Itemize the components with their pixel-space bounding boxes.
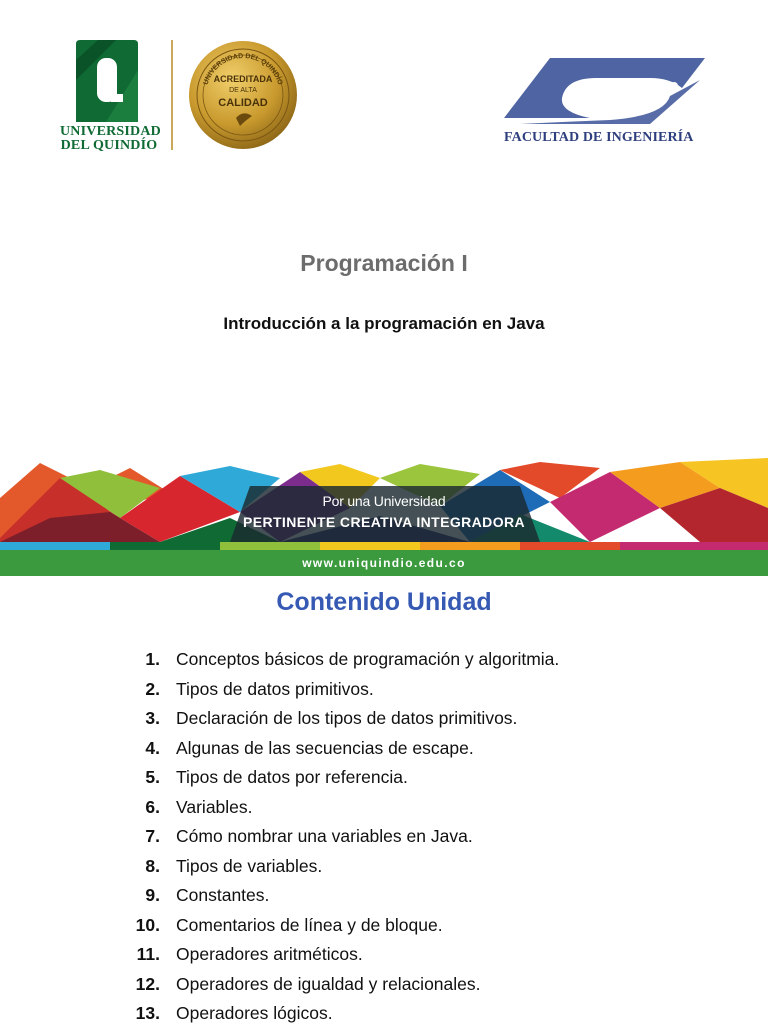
list-item-text: Algunas de las secuencias de escape. xyxy=(176,737,474,758)
page-title: Programación I xyxy=(300,250,468,276)
list-item xyxy=(120,822,740,852)
list-item xyxy=(120,734,740,764)
list-item-number: 12. xyxy=(135,973,160,994)
faculty-logo xyxy=(500,56,715,151)
university-emblem-icon xyxy=(76,40,138,122)
list-item-text: Tipos de datos por referencia. xyxy=(176,767,408,788)
section-heading: Contenido Unidad xyxy=(276,588,492,616)
list-item-text: Tipos de datos primitivos. xyxy=(176,678,374,699)
list-item-number: 4. xyxy=(145,737,160,758)
list-item xyxy=(120,999,740,1029)
list-item xyxy=(120,763,740,793)
list-item xyxy=(120,970,740,1000)
list-item-number: 6. xyxy=(145,796,160,817)
list-item-text: Cómo nombrar una variables en Java. xyxy=(176,826,473,847)
list-item-number: 7. xyxy=(145,826,160,847)
list-item-number: 5. xyxy=(145,767,160,788)
list-item-text: Comentarios de línea y de bloque. xyxy=(176,914,443,935)
list-item xyxy=(120,793,740,823)
list-item-number: 2. xyxy=(145,678,160,699)
list-item-text: Declaración de los tipos de datos primitivos. xyxy=(176,708,518,729)
list-item xyxy=(120,704,740,734)
list-item-number: 9. xyxy=(145,885,160,906)
logo-divider xyxy=(171,40,173,150)
list-item-number: 8. xyxy=(145,855,160,876)
list-item-text: Tipos de variables. xyxy=(176,855,323,876)
seal-level-text: DE ALTA xyxy=(229,87,257,94)
list-item-text: Conceptos básicos de programación y algoritmia. xyxy=(176,649,560,670)
list-item-number: 3. xyxy=(145,708,160,729)
seal-quality-text: CALIDAD xyxy=(218,97,268,109)
list-item-number: 11. xyxy=(136,944,160,965)
seal-accreditation-text: ACREDITADA xyxy=(213,74,273,84)
banner-slogan-line2: PERTINENTE CREATIVA INTEGRADORA xyxy=(242,514,526,530)
banner-slogan-line1: Por una Universidad xyxy=(322,493,446,509)
list-item xyxy=(120,911,740,941)
list-item xyxy=(120,852,740,882)
list-item xyxy=(120,940,740,970)
list-item xyxy=(120,675,740,705)
contents-list xyxy=(120,645,740,1029)
list-item xyxy=(120,881,740,911)
page-subtitle: Introducción a la programación en Java xyxy=(223,314,545,333)
accreditation-seal-icon xyxy=(188,40,298,150)
university-logo xyxy=(60,40,161,153)
university-name-line2: DEL QUINDÍO xyxy=(60,138,158,153)
banner-url: www.uniquindio.edu.co xyxy=(302,556,466,570)
list-item-number: 13. xyxy=(135,1003,160,1024)
list-item xyxy=(120,645,740,675)
faculty-name: FACULTAD DE INGENIERÍA xyxy=(504,130,694,145)
faculty-emblem-icon xyxy=(500,56,710,126)
list-item-text: Variables. xyxy=(176,796,253,817)
list-item-number: 1. xyxy=(145,649,160,670)
list-item-text: Constantes. xyxy=(176,885,270,906)
list-item-text: Operadores aritméticos. xyxy=(176,944,363,965)
university-name-line1: UNIVERSIDAD xyxy=(60,124,161,139)
seal-arc-text: UNIVERSIDAD DEL QUINDÍO xyxy=(202,52,284,86)
list-item-text: Operadores de igualdad y relacionales. xyxy=(176,973,481,994)
list-item-text: Operadores lógicos. xyxy=(176,1003,333,1024)
list-item-number: 10. xyxy=(135,914,160,935)
